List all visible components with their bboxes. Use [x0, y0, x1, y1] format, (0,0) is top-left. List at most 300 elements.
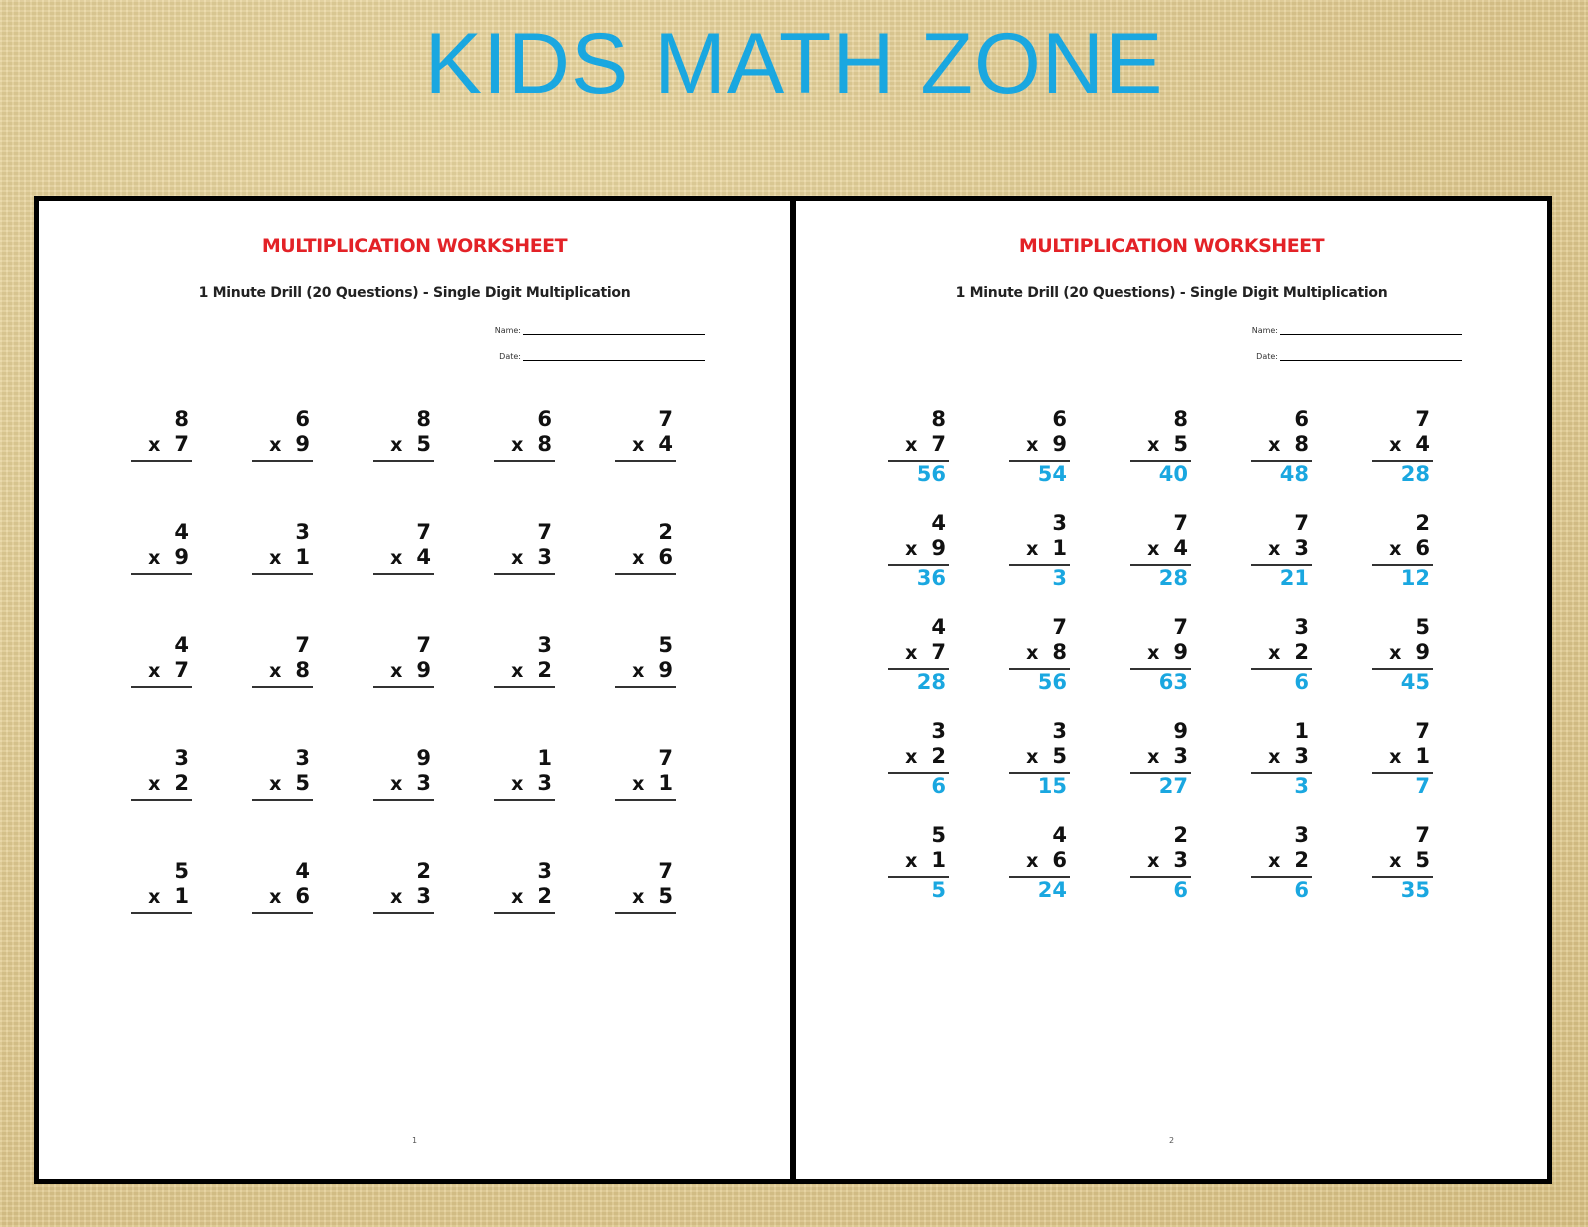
problem-item — [1372, 407, 1433, 487]
multiplier: 1 — [1052, 536, 1067, 560]
multiplicand: 4 — [931, 615, 946, 639]
multiply-operator: x — [269, 660, 282, 682]
multiplier: 9 — [1415, 640, 1430, 664]
multiplier: 9 — [174, 545, 189, 569]
multiplicand: 4 — [1052, 823, 1067, 847]
multiply-operator: x — [1268, 538, 1281, 560]
problem-item — [1130, 615, 1191, 695]
multiplier: 7 — [931, 640, 946, 664]
multiply-operator: x — [390, 434, 403, 456]
multiplicand: 2 — [1415, 511, 1430, 535]
multiplicand: 3 — [174, 746, 189, 770]
problem-item — [494, 520, 555, 575]
problem-item — [615, 520, 676, 575]
multiplier: 5 — [295, 771, 310, 795]
multiplicand: 9 — [1173, 719, 1188, 743]
multiply-operator: x — [148, 547, 161, 569]
answer-value: 35 — [1400, 878, 1430, 902]
multiplicand: 7 — [416, 520, 431, 544]
page-number: 1 — [411, 1136, 418, 1145]
multiplier: 2 — [1294, 640, 1309, 664]
multiplier: 1 — [658, 771, 673, 795]
multiply-operator: x — [511, 434, 524, 456]
date-field — [1248, 351, 1462, 361]
answer-rule — [615, 460, 676, 462]
problem-item — [1009, 719, 1070, 799]
multiply-operator: x — [1026, 642, 1039, 664]
multiplicand: 4 — [174, 633, 189, 657]
multiplicand: 3 — [295, 746, 310, 770]
worksheet-title: MULTIPLICATION WORKSHEET — [1018, 235, 1325, 257]
problem-item — [1251, 615, 1312, 695]
answer-rule — [131, 573, 192, 575]
multiply-operator: x — [1389, 538, 1402, 560]
multiplicand: 2 — [658, 520, 673, 544]
problem-item — [373, 520, 434, 575]
multiplier-row — [1130, 640, 1191, 666]
name-line — [523, 325, 705, 335]
multiplier: 9 — [295, 432, 310, 456]
answer-value: 54 — [1037, 462, 1067, 486]
multiply-operator: x — [905, 434, 918, 456]
multiplier-row — [1130, 744, 1191, 770]
multiplicand: 3 — [931, 719, 946, 743]
multiplier-row — [615, 771, 676, 797]
multiplicand: 8 — [416, 407, 431, 431]
problem-item — [252, 746, 313, 801]
answer-rule — [615, 799, 676, 801]
answer-rule — [252, 912, 313, 914]
answer-value: 40 — [1158, 462, 1188, 486]
multiplier-row — [1251, 744, 1312, 770]
multiplicand: 7 — [416, 633, 431, 657]
multiplier: 5 — [1173, 432, 1188, 456]
answer-value: 12 — [1400, 566, 1430, 590]
multiplicand: 7 — [537, 520, 552, 544]
name-label: Name: — [1251, 326, 1278, 335]
multiplicand: 5 — [931, 823, 946, 847]
multiply-operator: x — [390, 547, 403, 569]
multiplier: 3 — [1173, 744, 1188, 768]
multiplicand: 6 — [1294, 407, 1309, 431]
multiply-operator: x — [390, 660, 403, 682]
multiplier-row — [252, 658, 313, 684]
multiplicand: 2 — [416, 859, 431, 883]
multiplier: 3 — [537, 771, 552, 795]
worksheet-title: MULTIPLICATION WORKSHEET — [261, 235, 568, 257]
answer-value: 6 — [1294, 878, 1309, 902]
multiplicand: 4 — [295, 859, 310, 883]
multiplier: 4 — [658, 432, 673, 456]
multiply-operator: x — [390, 886, 403, 908]
problem-item — [1009, 615, 1070, 695]
multiply-operator: x — [1147, 538, 1160, 560]
problem-item — [1130, 407, 1191, 487]
multiplicand: 7 — [1173, 615, 1188, 639]
multiplicand: 1 — [1294, 719, 1309, 743]
date-label: Date: — [1256, 352, 1278, 361]
multiplier-row — [1372, 536, 1433, 562]
multiplicand: 8 — [1173, 407, 1188, 431]
multiplier: 5 — [1052, 744, 1067, 768]
answer-rule — [373, 799, 434, 801]
multiplier-row — [1372, 432, 1433, 458]
multiplier: 1 — [1415, 744, 1430, 768]
answer-value: 63 — [1158, 670, 1188, 694]
multiplier-row — [615, 884, 676, 910]
multiplicand: 7 — [1415, 719, 1430, 743]
multiply-operator: x — [1026, 538, 1039, 560]
problem-item — [888, 511, 949, 591]
multiply-operator: x — [905, 538, 918, 560]
problem-item — [888, 719, 949, 799]
answer-value: 28 — [916, 670, 946, 694]
multiplicand: 4 — [174, 520, 189, 544]
multiplier: 4 — [416, 545, 431, 569]
multiply-operator: x — [1389, 642, 1402, 664]
multiply-operator: x — [390, 773, 403, 795]
multiplicand: 8 — [174, 407, 189, 431]
problem-item — [1130, 719, 1191, 799]
site-banner-title: KIDS MATH ZONE — [424, 16, 1164, 112]
multiply-operator: x — [1268, 434, 1281, 456]
multiplier: 8 — [295, 658, 310, 682]
multiply-operator: x — [148, 434, 161, 456]
multiplicand: 5 — [174, 859, 189, 883]
multiply-operator: x — [511, 773, 524, 795]
multiply-operator: x — [905, 746, 918, 768]
problem-item — [252, 520, 313, 575]
problem-item — [615, 859, 676, 914]
answer-value: 6 — [1294, 670, 1309, 694]
worksheet-page-questions — [39, 201, 790, 1179]
answer-rule — [252, 460, 313, 462]
worksheet-subtitle: 1 Minute Drill (20 Questions) - Single Digit Multiplication — [955, 285, 1388, 301]
multiplier: 2 — [931, 744, 946, 768]
answer-rule — [373, 686, 434, 688]
multiplicand: 9 — [416, 746, 431, 770]
multiplier: 3 — [416, 771, 431, 795]
multiplicand: 7 — [1173, 511, 1188, 535]
multiply-operator: x — [269, 434, 282, 456]
multiplier-row — [373, 432, 434, 458]
multiplier-row — [252, 884, 313, 910]
multiplicand: 2 — [1173, 823, 1188, 847]
problem-item — [373, 746, 434, 801]
multiply-operator: x — [1026, 434, 1039, 456]
multiplier-row — [1251, 432, 1312, 458]
answer-rule — [494, 799, 555, 801]
multiplier-row — [131, 658, 192, 684]
multiplier: 8 — [1052, 640, 1067, 664]
multiplier-row — [373, 545, 434, 571]
multiplier-row — [1372, 848, 1433, 874]
multiplier-row — [1130, 848, 1191, 874]
multiplicand: 3 — [1052, 511, 1067, 535]
problem-item — [1372, 823, 1433, 903]
multiplier: 6 — [658, 545, 673, 569]
multiply-operator: x — [632, 886, 645, 908]
multiplier: 5 — [658, 884, 673, 908]
multiplier: 3 — [1173, 848, 1188, 872]
multiplier-row — [131, 771, 192, 797]
answer-rule — [252, 799, 313, 801]
multiplier: 1 — [931, 848, 946, 872]
multiplicand: 3 — [295, 520, 310, 544]
multiplier-row — [1251, 848, 1312, 874]
multiplier: 2 — [1294, 848, 1309, 872]
answer-rule — [373, 912, 434, 914]
problem-item — [131, 633, 192, 688]
multiply-operator: x — [905, 850, 918, 872]
multiply-operator: x — [269, 547, 282, 569]
multiply-operator: x — [511, 660, 524, 682]
multiplier-row — [1009, 432, 1070, 458]
multiplier: 2 — [537, 884, 552, 908]
problem-item — [373, 407, 434, 462]
problem-item — [615, 746, 676, 801]
multiplier-row — [1009, 640, 1070, 666]
multiplier-row — [888, 640, 949, 666]
multiply-operator: x — [1389, 434, 1402, 456]
problem-item — [1130, 511, 1191, 591]
multiplier-row — [888, 744, 949, 770]
multiplicand: 3 — [537, 633, 552, 657]
problem-item — [888, 823, 949, 903]
problem-item — [252, 633, 313, 688]
answer-rule — [131, 460, 192, 462]
answer-value: 48 — [1279, 462, 1309, 486]
multiplier-row — [131, 432, 192, 458]
date-line — [1280, 351, 1462, 361]
multiplier-row — [494, 771, 555, 797]
answer-value: 3 — [1294, 774, 1309, 798]
multiply-operator: x — [1147, 642, 1160, 664]
multiplier: 9 — [1173, 640, 1188, 664]
multiply-operator: x — [632, 773, 645, 795]
multiplier-row — [252, 545, 313, 571]
problem-item — [1251, 511, 1312, 591]
multiply-operator: x — [1147, 850, 1160, 872]
multiply-operator: x — [1268, 642, 1281, 664]
multiplier-row — [888, 848, 949, 874]
answer-rule — [131, 686, 192, 688]
multiplier-row — [1009, 744, 1070, 770]
problem-item — [494, 859, 555, 914]
problem-item — [1130, 823, 1191, 903]
answer-rule — [494, 912, 555, 914]
multiplier: 7 — [174, 658, 189, 682]
multiplier-row — [1009, 536, 1070, 562]
multiplier-row — [252, 771, 313, 797]
answer-rule — [373, 460, 434, 462]
problem-item — [131, 859, 192, 914]
multiplier: 4 — [1415, 432, 1430, 456]
date-label: Date: — [499, 352, 521, 361]
multiplier: 9 — [1052, 432, 1067, 456]
multiplicand: 7 — [1415, 407, 1430, 431]
problem-item — [131, 520, 192, 575]
name-line — [1280, 325, 1462, 335]
multiplier-row — [1251, 640, 1312, 666]
multiplier: 5 — [1415, 848, 1430, 872]
multiplicand: 3 — [537, 859, 552, 883]
multiplier-row — [888, 432, 949, 458]
multiplier: 8 — [1294, 432, 1309, 456]
multiplier-row — [494, 884, 555, 910]
multiply-operator: x — [1026, 746, 1039, 768]
answer-grid — [888, 407, 1433, 903]
answer-rule — [252, 686, 313, 688]
answer-rule — [494, 460, 555, 462]
answer-value: 21 — [1279, 566, 1309, 590]
multiplicand: 3 — [1052, 719, 1067, 743]
multiplicand: 7 — [1415, 823, 1430, 847]
multiplier: 6 — [1415, 536, 1430, 560]
problem-item — [615, 407, 676, 462]
multiplicand: 6 — [537, 407, 552, 431]
date-line — [523, 351, 705, 361]
multiplier-row — [615, 432, 676, 458]
problem-item — [252, 407, 313, 462]
multiply-operator: x — [148, 660, 161, 682]
multiplier: 5 — [416, 432, 431, 456]
multiplier: 6 — [295, 884, 310, 908]
multiplier: 3 — [537, 545, 552, 569]
multiplier: 8 — [537, 432, 552, 456]
problem-item — [494, 633, 555, 688]
multiply-operator: x — [632, 434, 645, 456]
answer-value: 6 — [1173, 878, 1188, 902]
answer-value: 15 — [1037, 774, 1067, 798]
multiply-operator: x — [632, 660, 645, 682]
problem-item — [888, 407, 949, 487]
answer-value: 7 — [1415, 774, 1430, 798]
problem-item — [131, 746, 192, 801]
multiplicand: 7 — [658, 859, 673, 883]
answer-rule — [131, 912, 192, 914]
name-field — [491, 325, 705, 335]
multiplier: 3 — [1294, 536, 1309, 560]
problem-item — [131, 407, 192, 462]
multiplier: 9 — [931, 536, 946, 560]
multiplicand: 6 — [1052, 407, 1067, 431]
problem-item — [373, 633, 434, 688]
multiplier-row — [494, 432, 555, 458]
multiplier: 3 — [1294, 744, 1309, 768]
answer-rule — [494, 686, 555, 688]
multiply-operator: x — [1268, 746, 1281, 768]
multiplier-row — [252, 432, 313, 458]
multiplicand: 5 — [658, 633, 673, 657]
answer-value: 3 — [1052, 566, 1067, 590]
multiplier: 7 — [931, 432, 946, 456]
name-field — [1248, 325, 1462, 335]
answer-rule — [615, 912, 676, 914]
multiplier: 6 — [1052, 848, 1067, 872]
multiply-operator: x — [269, 886, 282, 908]
multiplicand: 7 — [1052, 615, 1067, 639]
multiplier-row — [373, 771, 434, 797]
multiply-operator: x — [1268, 850, 1281, 872]
multiplicand: 6 — [295, 407, 310, 431]
answer-rule — [252, 573, 313, 575]
multiplicand: 4 — [931, 511, 946, 535]
worksheet-page-answers — [796, 201, 1547, 1179]
multiply-operator: x — [905, 642, 918, 664]
multiplier: 9 — [416, 658, 431, 682]
date-field — [491, 351, 705, 361]
multiplier-row — [131, 545, 192, 571]
problem-item — [373, 859, 434, 914]
multiplier-row — [615, 545, 676, 571]
answer-rule — [615, 573, 676, 575]
problem-item — [494, 407, 555, 462]
multiply-operator: x — [1389, 850, 1402, 872]
answer-value: 5 — [931, 878, 946, 902]
multiplicand: 7 — [658, 407, 673, 431]
multiplicand: 5 — [1415, 615, 1430, 639]
answer-value: 56 — [916, 462, 946, 486]
multiplier-row — [615, 658, 676, 684]
multiplier-row — [494, 658, 555, 684]
name-label: Name: — [494, 326, 521, 335]
multiplier: 7 — [174, 432, 189, 456]
multiplier: 2 — [174, 771, 189, 795]
problem-item — [1251, 719, 1312, 799]
page-number: 2 — [1168, 1136, 1175, 1145]
answer-rule — [373, 573, 434, 575]
multiply-operator: x — [1147, 434, 1160, 456]
multiply-operator: x — [1147, 746, 1160, 768]
problem-item — [1251, 823, 1312, 903]
answer-value: 36 — [916, 566, 946, 590]
answer-value: 6 — [931, 774, 946, 798]
problem-item — [1009, 823, 1070, 903]
multiplicand: 3 — [1294, 615, 1309, 639]
multiply-operator: x — [1389, 746, 1402, 768]
multiplier-row — [1372, 744, 1433, 770]
multiplier: 3 — [416, 884, 431, 908]
multiplier: 2 — [537, 658, 552, 682]
multiplicand: 7 — [658, 746, 673, 770]
worksheet-subtitle: 1 Minute Drill (20 Questions) - Single Digit Multiplication — [198, 285, 631, 301]
answer-value: 56 — [1037, 670, 1067, 694]
problem-item — [615, 633, 676, 688]
multiplier-row — [373, 658, 434, 684]
answer-rule — [615, 686, 676, 688]
multiplier-row — [888, 536, 949, 562]
multiplier: 9 — [658, 658, 673, 682]
multiply-operator: x — [511, 886, 524, 908]
multiply-operator: x — [148, 886, 161, 908]
problem-item — [1251, 407, 1312, 487]
problem-item — [1009, 407, 1070, 487]
answer-value: 28 — [1400, 462, 1430, 486]
multiplier: 1 — [174, 884, 189, 908]
answer-value: 45 — [1400, 670, 1430, 694]
multiplicand: 3 — [1294, 823, 1309, 847]
problem-item — [1009, 511, 1070, 591]
problem-item — [1372, 511, 1433, 591]
multiply-operator: x — [148, 773, 161, 795]
answer-value: 27 — [1158, 774, 1188, 798]
answer-rule — [131, 799, 192, 801]
problem-item — [494, 746, 555, 801]
problem-item — [252, 859, 313, 914]
problem-grid — [131, 407, 676, 914]
multiply-operator: x — [1026, 850, 1039, 872]
